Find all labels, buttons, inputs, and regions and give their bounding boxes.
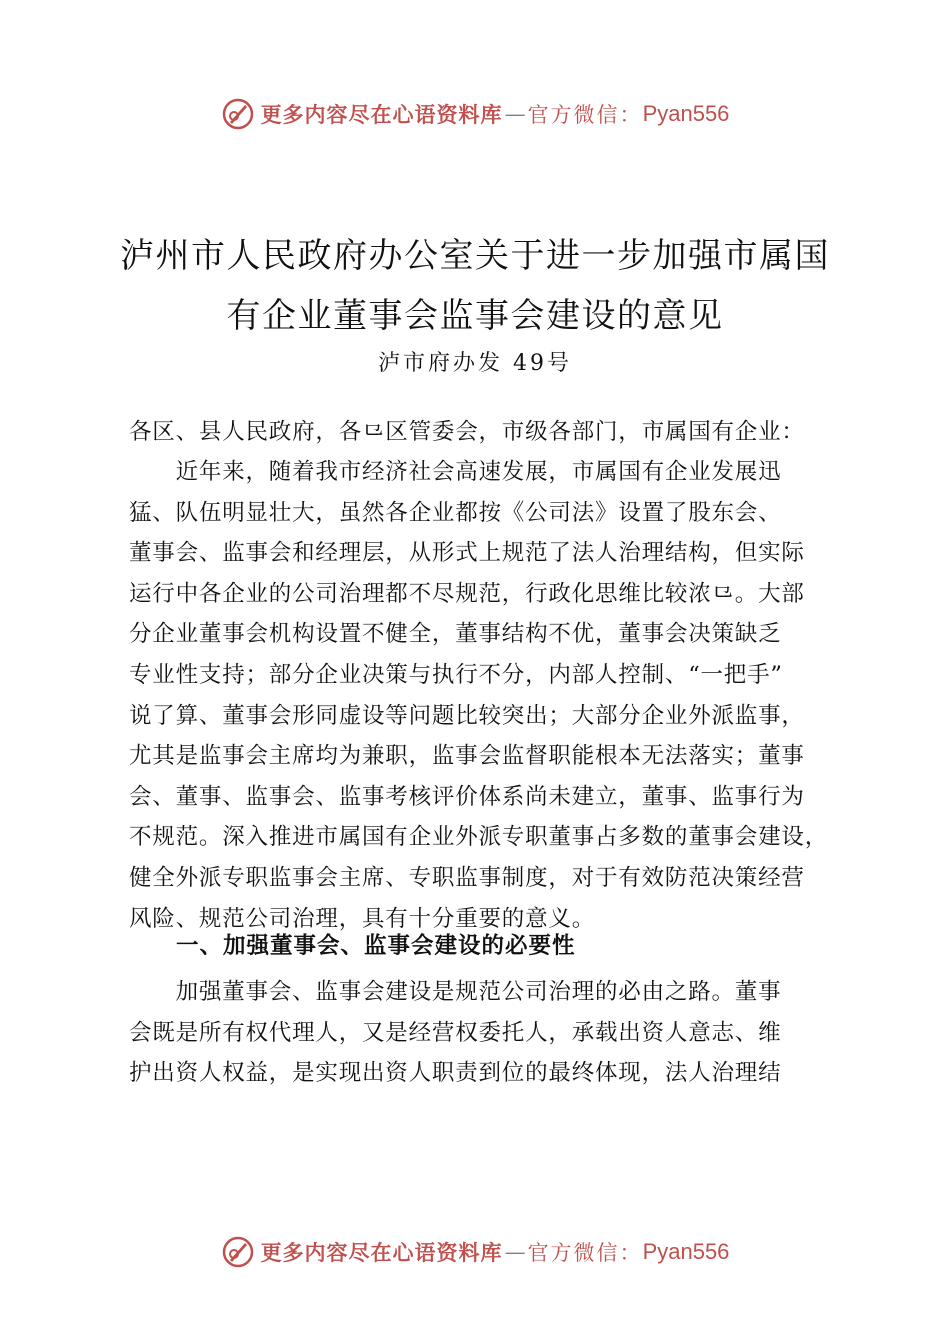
- paragraph-line: 专业性支持；部分企业决策与执行不分，内部人控制、“一把手”: [129, 661, 783, 688]
- paragraph-line: 加强董事会、监事会建设是规范公司治理的必由之路。董事: [129, 979, 782, 1005]
- paragraph-line: 分企业董事会机构设置不健全，董事结构不优，董事会决策缺乏: [129, 621, 782, 648]
- paragraph-line: 护出资人权益，是实现出资人职责到位的最终体现，法人治理结: [129, 1060, 782, 1087]
- footer-banner: [0, 1230, 950, 1274]
- banner-text: 更多内容尽在心语资料库: [260, 102, 503, 127]
- paragraph-line: 会、董事、监事会、监事考核评价体系尚未建立，董事、监事行为: [129, 783, 805, 810]
- document-title-line-2: 有企业董事会监事会建设的意见: [226, 296, 724, 336]
- paragraph-line: 猛、队伍明显壮大，虽然各企业都按《公司法》设置了股东会、: [129, 499, 782, 526]
- paragraph-line: 会既是所有权代理人，又是经营权委托人，承载出资人意志、维: [129, 1019, 782, 1046]
- banner-text: 更多内容尽在心语资料库: [260, 1240, 503, 1265]
- quill-pen-logo-icon: [221, 97, 255, 131]
- banner-wechat-label: 官方微信：: [527, 1241, 643, 1265]
- banner-wechat-id: Pyan556: [642, 1239, 730, 1264]
- banner-separator: —: [504, 102, 526, 126]
- paragraph-1: [129, 452, 849, 939]
- quill-pen-logo-icon: [221, 1235, 255, 1269]
- paragraph-line: 近年来，随着我市经济社会高速发展，市属国有企业发展迅: [129, 459, 782, 485]
- salutation: [129, 412, 849, 453]
- paragraph-line: 尤其是监事会主席均为兼职，监事会监督职能根本无法落实；董事: [129, 743, 805, 770]
- paragraph-line: 说了算、董事会形同虚设等问题比较突出；大部分企业外派监事，: [129, 702, 805, 729]
- paragraph-line: 不规范。深入推进市属国有企业外派专职董事占多数的董事会建设，: [129, 824, 829, 851]
- paragraph-line: 董事会、监事会和经理层，从形式上规范了法人治理结构，但实际: [129, 540, 805, 567]
- banner-wechat-label: 官方微信：: [527, 103, 643, 127]
- paragraph-2: [129, 972, 849, 1094]
- salutation-line: 各区、县人民政府，各⺋区管委会，市级各部门，市属国有企业：: [129, 419, 805, 445]
- paragraph-line: 运行中各企业的公司治理都不尽规范，行政化思维比较浓⺋。大部: [129, 580, 805, 607]
- header-banner: [0, 92, 950, 136]
- banner-wechat-id: Pyan556: [642, 101, 730, 126]
- document-title-line-1: 泸州市人民政府办公室关于进一步加强市属国: [120, 236, 830, 276]
- paragraph-line: 健全外派专职监事会主席、专职监事制度，对于有效防范决策经营: [129, 864, 805, 891]
- banner-separator: —: [504, 1240, 526, 1264]
- document-number: 泸市府办发 49号: [378, 351, 572, 376]
- paragraph-line: 风险、规范公司治理，具有十分重要的意义。: [129, 905, 596, 932]
- section-heading-1: 一、加强董事会、监事会建设的必要性: [176, 933, 576, 959]
